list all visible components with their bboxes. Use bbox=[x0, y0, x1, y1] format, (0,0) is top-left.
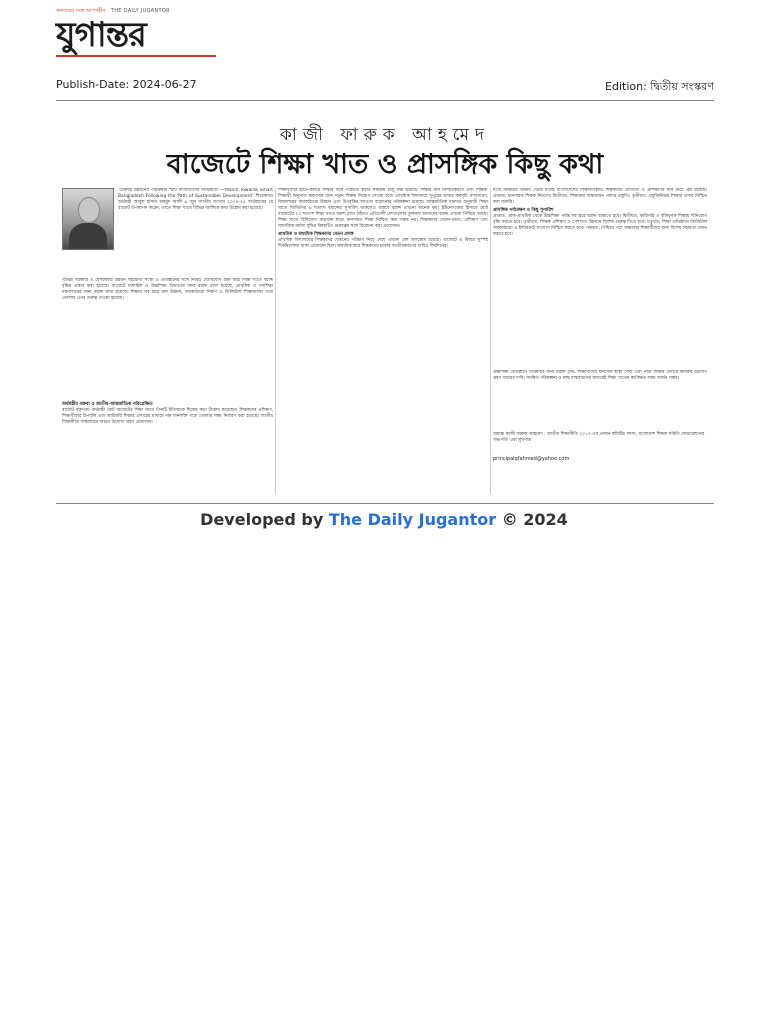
subheading-2: প্রাথমিক ও মাধ্যমিক শিক্ষকদের বেতন প্রসঙ্গ bbox=[278, 232, 354, 237]
footer-divider bbox=[56, 503, 714, 504]
footer-brand-link[interactable]: The Daily Jugantor bbox=[328, 510, 497, 529]
photo-head-shape bbox=[78, 197, 100, 223]
tagline-english: THE DAILY JUGANTOR bbox=[110, 8, 170, 14]
footer-credit bbox=[0, 510, 768, 529]
column-2-text: শিক্ষার্থীদের হাতে-কলমে শিক্ষার সঙ্গে পরিচিত করার কার্যক্রম চালু করা হয়েছে। শিক্ষার মান নিশ্চিতকরণে এবং শিক্ষক-শিক্ষার্থী অনুপাত কমানোর জন্য নতুন শিক্ষক নিয়োগ দেওয়া হবে। প্রাথমিক বিদ্যালয়ে দুপুরের খাবার কর্মসূচি সম্প্রসারণ, বিদ্যালয়ের অবকাঠামো উন্নয়ন এবং উপবৃত্তির আওতা বাড়ানোর পরিকল্পনা রয়েছে। আন্তর্জাতিক মানদণ্ড অনুযায়ী শিক্ষা খাতে জিডিপির ৬ শতাংশ বরাদ্দের সুপারিশ থাকলেও বাস্তবে বরাদ্দ এখনো অনেক কম। ইউনেসকোর হিসাবে মোট বাজেটের ২০ শতাংশ শিক্ষা খাতে বরাদ্দ রাখা উচিত। প্রতিবেশী দেশগুলোর তুলনায় আমাদের বরাদ্দ এখনো পিছিয়ে আছে। শিক্ষা খাতে বিনিয়োগ বাড়ানো ছাড়া মানসম্মত শিক্ষা নিশ্চিত করা সম্ভব নয়। শিক্ষকদের বেতন-ভাতা, প্রশিক্ষণ এবং সামাজিক মর্যাদা বৃদ্ধির বিষয়টিও গুরুত্বের সঙ্গে বিবেচনা করা প্রয়োজন। bbox=[278, 188, 488, 229]
article-column-1-section bbox=[62, 400, 273, 492]
publish-date: Publish-Date: 2024-06-27 bbox=[56, 78, 197, 91]
column-3-text: মধ্যে সমন্বয়ের অভাব থেকে যাচ্ছে বাংলাদেশের শিক্ষাব্যবস্থায়। শিক্ষকদের যোগ্যতা ও প্রশিক্ষণের মান নিয়ে প্রশ্ন রয়েছে। প্রথমত, মানসম্মত শিক্ষক নিয়োগ; দ্বিতীয়ত, শিক্ষাক্রম বাস্তবায়নে পর্যাপ্ত প্রস্তুতি; তৃতীয়ত, প্রযুক্তিনির্ভর শিক্ষার প্রসার নিশ্চিত করা জরুরি। bbox=[493, 188, 707, 205]
newspaper-logo: যুগান্তর bbox=[56, 15, 146, 55]
section-1-text: বাজেট বক্তৃতায় অর্থমন্ত্রী মোট বাজেটের শিক্ষা খাতে তিনটি ইতিবাচক দিকের কথা উল্লেখ করেছেন। শিক্ষকদের প্রশিক্ষণ, শিক্ষার্থীদের উপবৃত্তি এবং কারিগরি শিক্ষার প্রসারের মাধ্যমে দক্ষ জনশক্তি গড়ে তোলার লক্ষ্য নির্ধারণ করা হয়েছে। জাতীয় শিক্ষানীতি বাস্তবায়নে আরও উদ্যোগ গ্রহণ প্রয়োজন। bbox=[62, 408, 273, 425]
footer-suffix: © 2024 bbox=[496, 510, 568, 529]
article-headline: বাজেটে শিক্ষা খাত ও প্রাসঙ্গিক কিছু কথা bbox=[166, 149, 604, 180]
column-divider bbox=[275, 188, 276, 494]
article-column-2 bbox=[278, 188, 488, 494]
column-divider bbox=[490, 188, 491, 494]
article-author: কাজী ফারুক আহমেদ bbox=[280, 125, 490, 145]
article-column-3 bbox=[493, 188, 707, 368]
author-bio: অধ্যক্ষ কাজী ফারুক আহমেদ : জাতীয় শিক্ষানীতি ২০১০-এর প্রণয়ন কমিটির সদস্য; বাংলাদেশ শিক্ষক সমিতি ফেডারেশনের সভাপতি এবং মুখপাত্র bbox=[493, 432, 705, 443]
section-3-text: প্রথমত, প্রাক-প্রাথমিক থেকে উচ্চশিক্ষা পর্যন্ত সব স্তরে বরাদ্দ বাড়াতে হবে। দ্বিতীয়ত, কারিগরি ও বৃত্তিমূলক শিক্ষায় বিনিয়োগ বৃদ্ধি করতে হবে। তৃতীয়ত, শিক্ষক প্রশিক্ষণ ও পেশাগত উন্নয়নে বিশেষ গুরুত্ব দিতে হবে। চতুর্থত, শিক্ষা প্রতিষ্ঠানে ডিজিটাল অবকাঠামো ও ইন্টারনেট সংযোগ নিশ্চিত করতে হবে। পঞ্চমত, পিছিয়ে পড়া অঞ্চলের শিক্ষার্থীদের জন্য বিশেষ সহায়তা প্রদান করতে হবে। bbox=[493, 214, 707, 237]
tagline-bengali: অন্যায়ের সঙ্গে আপসহীন bbox=[56, 8, 106, 14]
header-divider bbox=[56, 100, 714, 101]
footer-prefix: Developed by bbox=[200, 510, 329, 529]
article-column-1-intro: ‘টেকসই উন্নয়নের পরিক্রমায় স্মার্ট বাংলাদেশের অভিযাত্রা’—‘March Towards Smart Bangladesh Following the Path of Sustainable Development’ শিরোনামে অর্থমন্ত্রী আবুল হাসান মাহমুদ আলী ৬ জুন জাতীয় সংসদে ২০২৪-২৫ অর্থবছরের যে বাজেট উপস্থাপন করেন, তাতে শিক্ষা খাতে বিভিন্ন আঙ্গিকে কথা উল্লেখ করা হয়েছে। bbox=[118, 188, 273, 211]
article-column-3-conclusion: উচ্চশিক্ষা প্রতিষ্ঠানে গবেষণার জন্য বরাদ্দ বৃদ্ধি, শিক্ষার্থীদের মানসিক স্বাস্থ্য সেবা এবং নারী শিক্ষার প্রসারে কার্যকর উদ্যোগ গ্রহণ সময়ের দাবি। সমন্বিত পরিকল্পনা ও স্বচ্ছ বাস্তবায়নের মাধ্যমেই শিক্ষা খাতের কাঙ্ক্ষিত লক্ষ্য অর্জন সম্ভব। bbox=[493, 370, 707, 381]
subheading-1: অর্থমন্ত্রীর বক্তব্য ও জাতীয়-আন্তর্জাতিক পরিপ্রেক্ষিত bbox=[62, 402, 153, 407]
article-column-1-body: বিভিন্ন সরকারি ও বেসরকারি উন্নয়ন সহযোগী সংস্থা ও প্রতিষ্ঠানের সঙ্গে নিবিড় যোগাযোগ রক্ষা করে শিক্ষা খাতে বরাদ্দ বৃদ্ধির প্রস্তাব করা হয়েছে। বাজেটে মাধ্যমিক ও উচ্চশিক্ষা বিভাগের জন্য বরাদ্দ রাখা হয়েছে, প্রাথমিক ও গণশিক্ষা মন্ত্রণালয়ের জন্য বরাদ্দ রাখা হয়েছে। শিক্ষার সব স্তরে মান উন্নয়ন, অবকাঠামো নির্মাণ ও ডিজিটাল শিক্ষাব্যবস্থা গড়ে তোলার ওপর গুরুত্ব দেওয়া হয়েছে। bbox=[62, 278, 273, 301]
logo-underline bbox=[56, 55, 216, 57]
author-photo bbox=[62, 188, 114, 250]
subheading-3: প্রাসঙ্গিক পর্যবেক্ষণ ও কিছু সুপারিশ bbox=[493, 208, 554, 213]
edition-label: Edition: দ্বিতীয় সংস্করণ bbox=[605, 80, 714, 93]
author-email: principalqfahmed@yahoo.com bbox=[493, 456, 570, 462]
photo-body-shape bbox=[69, 223, 107, 249]
section-2-text: প্রাথমিক বিদ্যালয়ের শিক্ষকদের বেতনের পরিমাণ নিয়ে দেশে এখনো বেশ অসন্তোষ রয়েছে। বাজেটে এ বিষয়ে সুস্পষ্ট দিকনির্দেশনা থাকা প্রয়োজন ছিল। মাধ্যমিক স্তরে শিক্ষকদের চাকরি জাতীয়করণের দাবিও দীর্ঘদিনের। bbox=[278, 238, 488, 249]
newspaper-page-scan bbox=[56, 118, 714, 498]
